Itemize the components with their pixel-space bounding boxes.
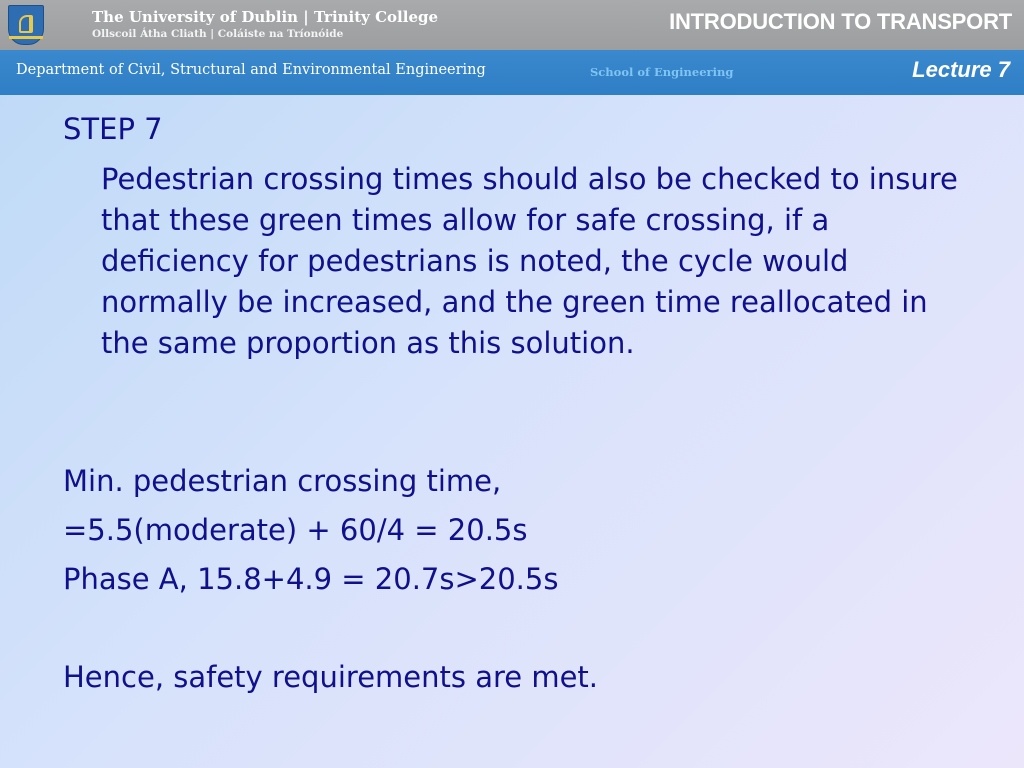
min-crossing-time-formula: =5.5(moderate) + 60/4 = 20.5s <box>63 513 528 547</box>
department-name: Department of Civil, Structural and Environmental Engineering <box>16 62 486 78</box>
university-name: The University of Dublin | Trinity College <box>92 8 439 26</box>
step-body: Pedestrian crossing times should also be checked to insure that these green times allow for safe crossing, if a deficiency for pedestrians is noted, the cycle would normally be increased, and the green time reallocated in the same proportion as this solution. <box>101 162 958 360</box>
step-heading: STEP 7 <box>63 112 163 146</box>
conclusion: Hence, safety requirements are met. <box>63 660 598 694</box>
min-crossing-time-label: Min. pedestrian crossing time, <box>63 464 502 498</box>
phase-a-check: Phase A, 15.8+4.9 = 20.7s>20.5s <box>63 562 559 596</box>
school-name: School of Engineering <box>590 65 734 79</box>
course-title: INTRODUCTION TO TRANSPORT <box>669 9 1012 34</box>
university-subtitle: Ollscoil Átha Cliath | Coláiste na Tríonóide <box>92 28 344 40</box>
lecture-label: Lecture 7 <box>912 57 1010 82</box>
